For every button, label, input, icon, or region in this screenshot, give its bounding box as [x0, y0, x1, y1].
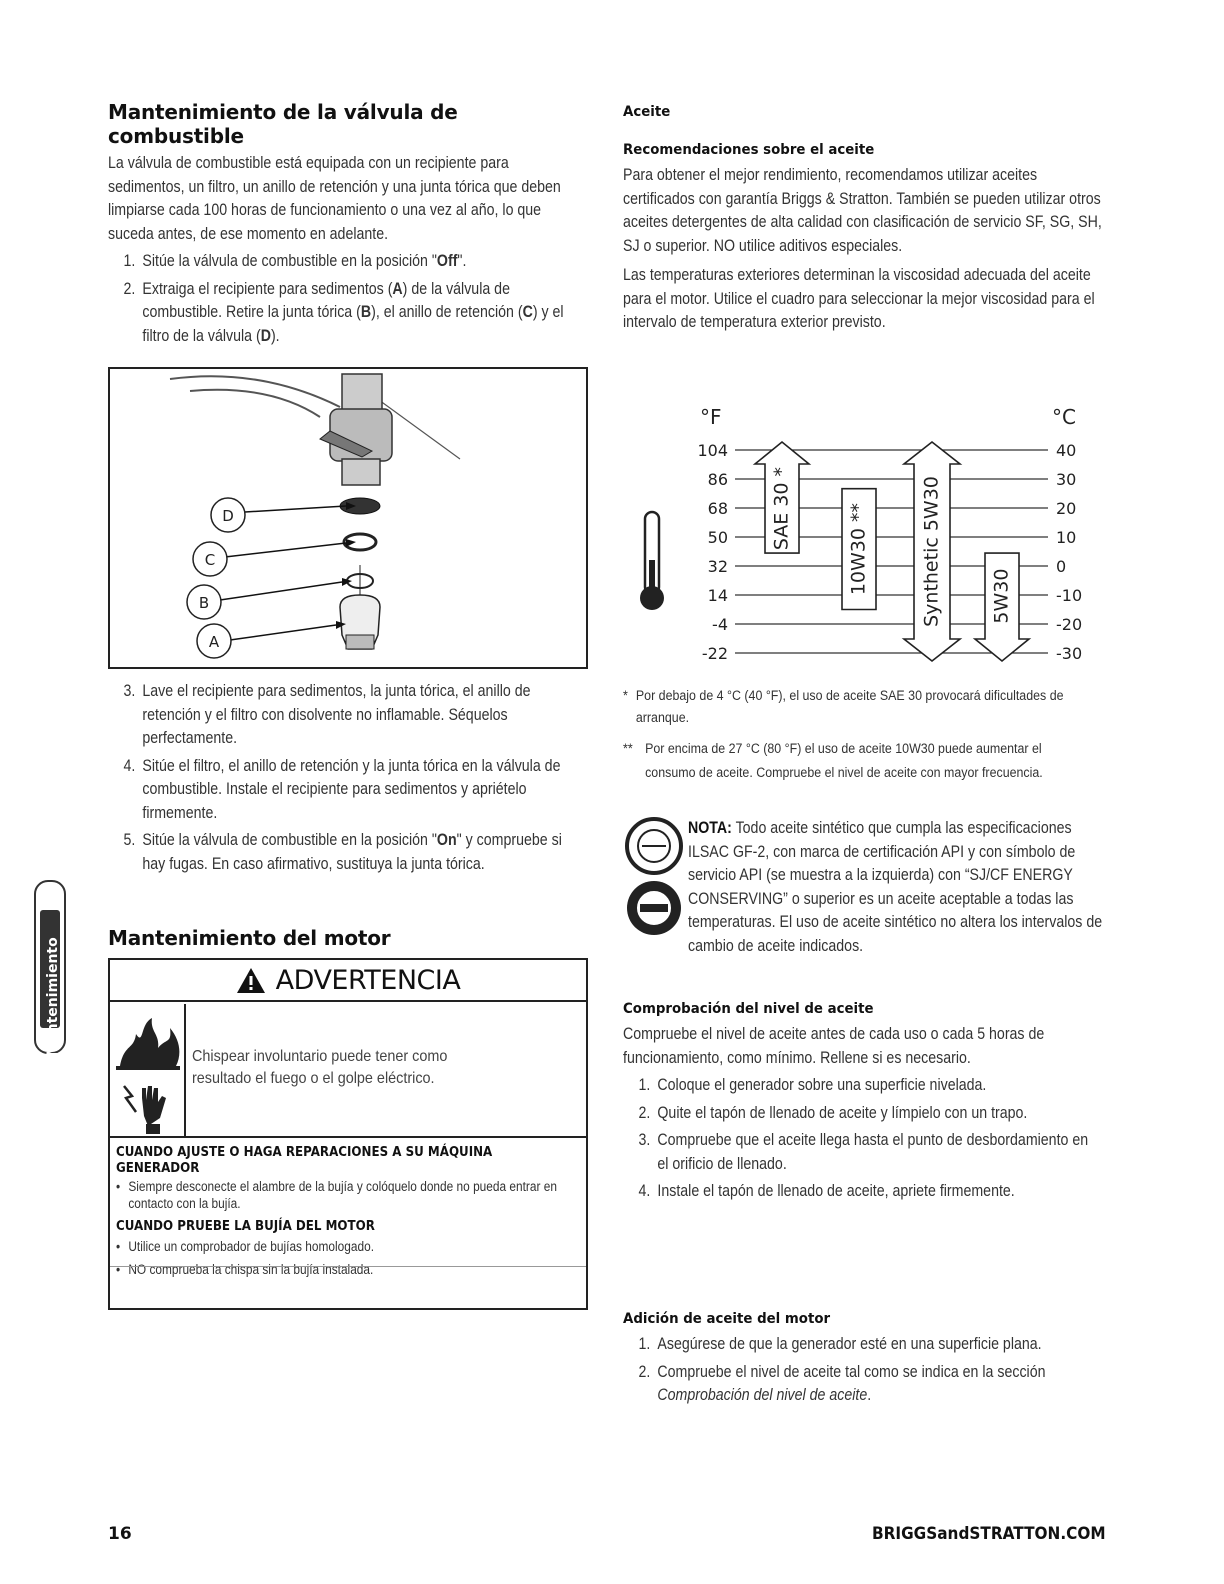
right-column	[623, 104, 1103, 335]
viscosity-bar-label-4: 5W30	[990, 568, 1013, 624]
oil-recommendations-p1: Para obtener el mejor rendimiento, recomendamos utilizar aceites certificados con garantía Briggs & Stratton. También se pueden utilizar otros aceites detergentes de alta calidad con clasificación de servicio SF, SG, SH, SJ o superior. NO utilice aditivos especiales.	[623, 166, 1102, 255]
footer-website: BRIGGSandSTRATTON.COM	[872, 1524, 1106, 1544]
fahrenheit-tick: -4	[712, 615, 728, 634]
warning-box	[108, 958, 588, 1310]
callout-a: A	[208, 633, 220, 651]
note-text: Todo aceite sintético que cumpla las especificaciones ILSAC GF-2, con marca de certificación API y con símbolo de servicio API (se muestra a la izquierda) con “SJ/CF ENERGY CONSERVING” o superior es un aceite aceptable a todas las temperaturas. El uso de aceite sintético no altera los intervalos de cambio de aceite indicados.	[688, 819, 1103, 955]
warning-bullet-disconnect: • Siempre desconecte el alambre de la bujía y colóquelo donde no pueda entrar en contacto con la bujía.	[116, 1179, 557, 1211]
engine-maintenance-title: Mantenimiento del motor	[108, 926, 391, 950]
fahrenheit-tick: 32	[707, 557, 728, 576]
oil-check-intro: Compruebe el nivel de aceite antes de cada uso o cada 5 horas de funcionamiento, como mínimo. Rellene si es necesario.	[623, 1025, 1045, 1067]
callout-d: D	[222, 507, 234, 525]
fuel-valve-intro: La válvula de combustible está equipada con un recipiente para sedimentos, un filtro, un anillo de retención y una junta tórica que deben limpiarse cada 100 horas de funcionamiento o una vez al año, lo que suceda antes, de ese momento en adelante.	[108, 154, 561, 243]
warning-bullet-no-spark: • NO comprueba la chispa sin la bujía instalada.	[116, 1262, 374, 1277]
warning-heading-repair: CUANDO AJUSTE O HAGA REPARACIONES A SU MÁQUINA GENERADOR	[116, 1144, 493, 1176]
celsius-tick: 20	[1056, 499, 1077, 518]
fahrenheit-tick: 104	[697, 441, 728, 460]
fahrenheit-tick: 14	[707, 586, 728, 605]
fahrenheit-tick: 86	[707, 470, 728, 489]
thermometer-icon	[640, 512, 664, 610]
celsius-unit: °C	[1052, 405, 1076, 429]
warning-instructions	[116, 1144, 574, 1278]
oil-check-step-4: 4. Instale el tapón de llenado de aceite, apriete firmemente.	[638, 1182, 1015, 1200]
oil-add-step-1: 1. Asegúrese de que la generador esté en una superficie plana.	[638, 1335, 1042, 1353]
fahrenheit-tick: 50	[707, 528, 728, 547]
viscosity-bar-label-2: 10W30 **	[847, 502, 870, 596]
note-label: NOTA:	[688, 819, 732, 837]
viscosity-bar-label-1: SAE 30 *	[770, 466, 793, 551]
footnote-sae30: * Por debajo de 4 °C (40 °F), el uso de aceite SAE 30 provocará dificultades de arranque.	[623, 688, 1064, 725]
oil-check-step-3: 3. Compruebe que el aceite llega hasta el punto de desbordamiento en el orificio de llenado.	[638, 1131, 1089, 1173]
fuel-valve-steps-2-wrap	[108, 676, 588, 876]
fuel-valve-steps-1	[108, 250, 587, 348]
celsius-tick: -20	[1056, 615, 1083, 634]
warning-header	[110, 960, 586, 1002]
side-tab-label: Mantenimiento	[45, 937, 61, 1057]
fuel-valve-step-1: 1. Sitúe la válvula de combustible en la posición "Off".	[123, 252, 467, 270]
warning-bullet-tester: • Utilice un comprobador de bujías homologado.	[116, 1239, 374, 1254]
api-service-symbol-icon	[622, 816, 686, 940]
fuel-valve-steps-2	[108, 680, 587, 876]
page-number: 16	[108, 1524, 132, 1544]
callout-c: C	[204, 551, 216, 569]
viscosity-bar-label-3: Synthetic 5W30	[920, 476, 943, 627]
oil-add-section	[623, 1311, 1103, 1408]
fahrenheit-tick: 68	[707, 499, 728, 518]
fuel-valve-step-late-1: 3. Lave el recipiente para sedimentos, la junta tórica, el anillo de retención y el filtro con disolvente no inflamable. Séquelos perfectamente.	[123, 682, 531, 747]
oil-check-title: Comprobación del nivel de aceite	[623, 1001, 874, 1017]
fuel-valve-figure	[108, 367, 588, 669]
section-side-tab	[34, 880, 66, 1057]
celsius-tick: -10	[1056, 586, 1083, 605]
viscosity-chart	[620, 400, 1100, 670]
left-column	[108, 100, 588, 348]
oil-title: Aceite	[623, 104, 671, 120]
warning-heading-spark-test: CUANDO PRUEBE LA BUJÍA DEL MOTOR	[116, 1218, 375, 1234]
celsius-tick: 10	[1056, 528, 1077, 547]
celsius-tick: 0	[1056, 557, 1067, 576]
oil-check-section	[623, 1001, 1103, 1204]
fuel-valve-step-2: 2. Extraiga el recipiente para sedimentos (A) de la válvula de combustible. Retire la junta tórica (B), el anillo de retención (C) y el filtro de la válvula (D).	[123, 279, 564, 345]
oil-check-step-1: 1. Coloque el generador sobre una superficie nivelada.	[638, 1076, 987, 1094]
warning-message: Chispear involuntario puede tener como resultado el fuego o el golpe eléctrico.	[192, 1048, 448, 1087]
callout-b: B	[198, 594, 210, 612]
celsius-tick: 40	[1056, 441, 1077, 460]
celsius-tick: -30	[1056, 644, 1083, 663]
fahrenheit-unit: °F	[700, 405, 722, 429]
oil-add-title: Adición de aceite del motor	[623, 1311, 831, 1327]
oil-add-step-2: 2. Compruebe el nivel de aceite tal como se indica en la sección Comprobación del nivel de aceite.	[638, 1362, 1046, 1404]
fire-icon	[116, 1018, 180, 1070]
oil-add-steps	[623, 1333, 1102, 1408]
celsius-tick: 30	[1056, 470, 1077, 489]
oil-recommendations-title: Recomendaciones sobre el aceite	[623, 142, 875, 158]
hazard-icons	[110, 1004, 186, 1136]
oil-check-steps	[623, 1074, 1102, 1204]
fuel-valve-title: Mantenimiento de la válvula de combustible	[108, 100, 458, 148]
warning-triangle-icon	[236, 966, 266, 994]
oil-check-step-2: 2. Quite el tapón de llenado de aceite y límpielo con un trapo.	[638, 1103, 1028, 1122]
fuel-valve-step-late-3: 5. Sitúe la válvula de combustible en la posición "On" y compruebe si hay fugas. En caso afirmativo, sustituya la junta tórica.	[123, 831, 562, 873]
electric-shock-icon	[124, 1086, 166, 1134]
warning-title: ADVERTENCIA	[275, 964, 461, 996]
fuel-valve-illustration	[110, 369, 586, 667]
fuel-valve-step-late-2: 4. Sitúe el filtro, el anillo de retención y la junta tórica en la válvula de combustible. Instale el recipiente para sedimentos y apriételo firmemente.	[123, 756, 561, 822]
fahrenheit-tick: -22	[701, 644, 728, 663]
note-block	[688, 817, 1108, 958]
footnotes	[623, 685, 1093, 785]
footnote-10w30: ** Por encima de 27 °C (80 °F) el uso de aceite 10W30 puede aumentar el consumo de aceite. Compruebe el nivel de aceite con mayor frecuencia.	[623, 741, 1043, 780]
oil-recommendations-p2: Las temperaturas exteriores determinan la viscosidad adecuada del aceite para el motor. Utilice el cuadro para seleccionar la mejor viscosidad para el intervalo de temperatura exterior previsto.	[623, 266, 1095, 331]
